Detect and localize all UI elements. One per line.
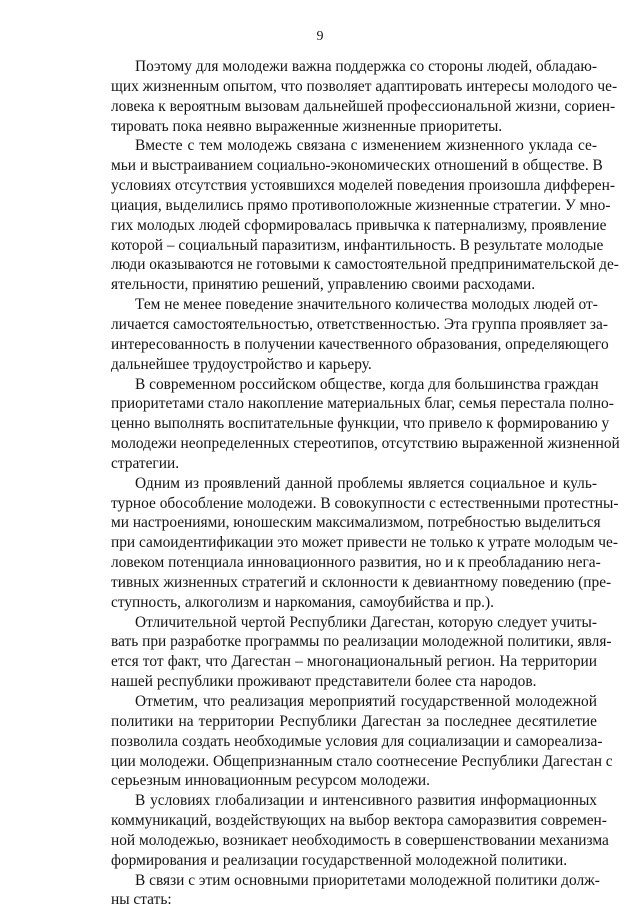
text-line: Вместе с тем молодежь связана с изменением жизненного уклада се-: [135, 137, 597, 155]
text-line: позволила создать необходимые условия для социализации и самореализа-: [111, 732, 603, 750]
text-line: Отличительной чертой Республики Дагестан, которую следует учиты-: [135, 613, 597, 631]
text-line: Поэтому для молодежи важна поддержка со стороны людей, обладаю-: [135, 58, 597, 75]
paragraph: [111, 375, 620, 474]
text-line: Тем не менее поведение значительного количества молодых людей от-: [135, 296, 598, 314]
text-line: ми настроениями, юношеским максимализмом, потребностью выделиться: [111, 514, 601, 532]
text-line: нашей республики проживают представители более ста народов.: [111, 673, 537, 691]
paragraph: [111, 692, 613, 791]
text-line: коммуникаций, воздействующих на выбор вектора саморазвития современ-: [111, 812, 607, 830]
paragraph: [111, 613, 612, 692]
text-line: турное обособление молодежи. В совокупности с естественными протестны-: [111, 494, 619, 512]
text-line: политики на территории Республики Дагестан за последнее десятилетие: [111, 712, 597, 730]
text-line: при самоидентификации это может привести не только к утрате молодым че-: [111, 534, 618, 552]
text-line: личается самостоятельностью, ответственностью. Эта группа проявляет за-: [111, 315, 608, 333]
paragraph: [111, 474, 619, 613]
text-line: Одним из проявлений данной проблемы является социальное и куль-: [135, 474, 597, 492]
text-line: формирования и реализации государственной молодежной политики.: [111, 851, 568, 869]
text-line: В связи с этим основными приоритетами молодежной политики долж-: [135, 871, 600, 889]
paragraph: [111, 791, 609, 870]
text-line: гих молодых людей сформировалась привычка к патернализму, проявление: [111, 216, 607, 234]
paragraph: [111, 295, 609, 374]
text-line: щих жизненным опытом, что позволяет адаптировать интересы молодого че-: [111, 77, 618, 95]
text-line: Отметим, что реализация мероприятий государственной молодежной: [135, 693, 597, 710]
paragraph: [111, 136, 619, 295]
text-line: интересованность в получении качественного образования, определяющего: [111, 335, 609, 353]
text-line: ны стать:: [111, 891, 172, 909]
text-line: которой – социальный паразитизм, инфантильность. В результате молодые: [111, 236, 604, 254]
text-line: тивных жизненных стратегий и склонности к девиантному поведению (пре-: [111, 573, 612, 591]
text-line: люди оказываются не готовыми к самостоятельной предпринимательской де-: [111, 256, 619, 274]
text-line: ступность, алкоголизм и наркомания, самоубийства и пр.).: [111, 593, 494, 611]
text-line: приоритетами стало накопление материальных благ, семья перестала полно-: [111, 395, 614, 413]
text-line: тировать пока неявно выраженные жизненные приоритеты.: [111, 117, 503, 135]
text-line: ловека к вероятным вызовам дальнейшей профессиональной жизни, сориен-: [111, 97, 616, 115]
text-line: ной молодежью, возникает необходимость в совершенствовании механизма: [111, 831, 609, 849]
text-line: ловеком потенциала инновационного развития, но и к преобладанию нега-: [111, 554, 601, 572]
body-text: [111, 57, 620, 910]
text-line: циация, выделились прямо противоположные жизненные стратегии. У мно-: [111, 196, 611, 214]
paragraph: [111, 57, 618, 136]
text-line: дальнейшее трудоустройство и карьеру.: [111, 355, 372, 373]
page-number: 9: [316, 29, 324, 44]
text-line: стратегии.: [111, 454, 180, 472]
text-line: условиях отсутствия устоявшихся моделей поведения произошла дифферен-: [111, 177, 615, 195]
text-line: ции молодежи. Общепризнанным стало соотнесение Республики Дагестан с: [111, 752, 613, 770]
text-line: ется тот факт, что Дагестан – многонациональный регион. На территории: [111, 653, 597, 671]
text-line: В современном российском обществе, когда для большинства граждан: [135, 375, 599, 393]
text-line: вать при разработке программы по реализации молодежной политики, явля-: [111, 633, 612, 651]
text-line: ятельности, принятию решений, управлению своими расходами.: [111, 276, 536, 294]
paragraph: [111, 871, 600, 910]
text-line: В условиях глобализации и интенсивного развития информационных: [135, 792, 597, 810]
text-line: мьи и выстраиванием социально-экономических отношений в обществе. В: [111, 157, 603, 175]
text-line: серьезным инновационным ресурсом молодежи.: [111, 772, 430, 790]
text-line: молодежи неопределенных стереотипов, отсутствию выраженной жизненной: [111, 435, 620, 453]
text-line: ценно выполнять воспитательные функции, что привело к формированию у: [111, 415, 610, 433]
